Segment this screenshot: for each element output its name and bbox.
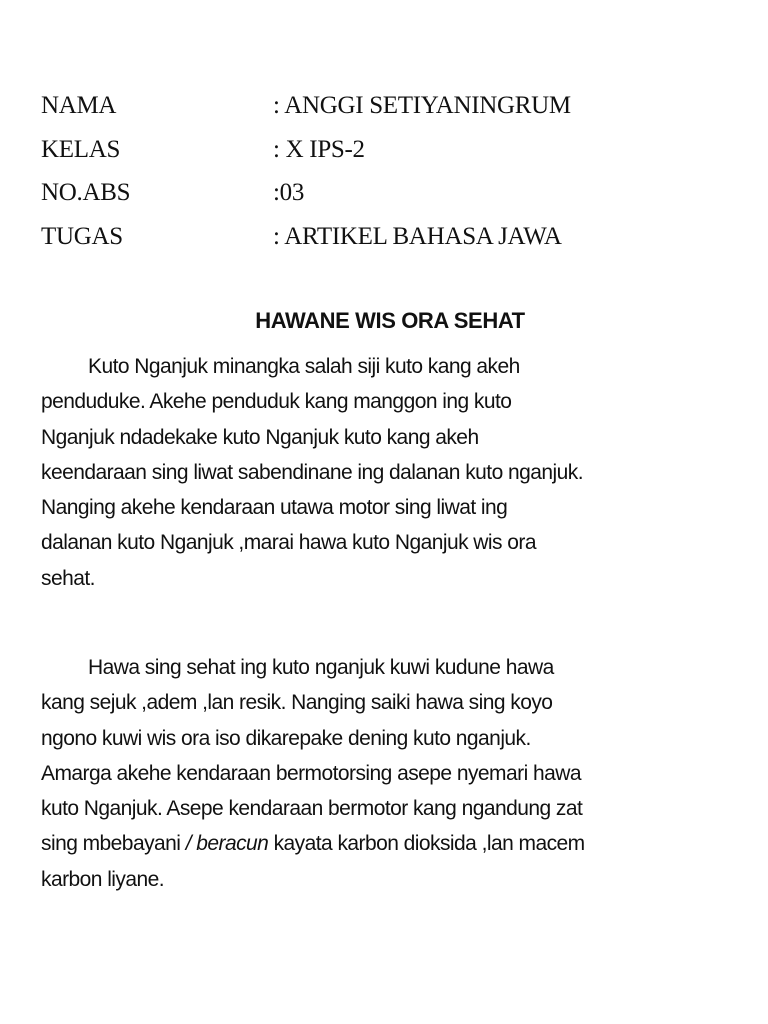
article-paragraph-1 — [41, 349, 761, 596]
text-segment: kayata karbon dioksida ,lan macem — [268, 832, 585, 856]
info-row-no-abs — [41, 171, 571, 215]
info-label: TUGAS — [41, 222, 123, 250]
text-segment: sing mbebayani — [41, 832, 186, 856]
paragraph-line: kang sejuk ,adem ,lan resik. Nanging saiki hawa sing koyo — [41, 691, 553, 715]
paragraph-line: Nanging akehe kendaraan utawa motor sing liwat ing — [41, 496, 508, 520]
info-value: : X IPS-2 — [273, 135, 365, 163]
info-row-nama — [41, 84, 571, 128]
paragraph-line: Nganjuk ndadekake kuto Nganjuk kuto kang akeh — [41, 425, 479, 449]
info-value: : ARTIKEL BAHASA JAWA — [273, 222, 562, 250]
paragraph-line: kuto Nganjuk. Asepe kendaraan bermotor kang ngandung zat — [41, 797, 583, 821]
paragraph-line: dalanan kuto Nganjuk ,marai hawa kuto Nganjuk wis ora — [41, 531, 536, 555]
info-row-tugas — [41, 215, 571, 259]
paragraph-line: ngono kuwi wis ora iso dikarepake dening kuto nganjuk. — [41, 726, 531, 750]
paragraph-line: karbon liyane. — [41, 867, 165, 891]
info-label: NAMA — [41, 92, 117, 119]
info-value: : ANGGI SETIYANINGRUM — [273, 92, 571, 119]
paragraph-line-mixed — [41, 826, 761, 861]
paragraph-line: Hawa sing sehat ing kuto nganjuk kuwi kudune hawa — [88, 656, 554, 679]
article-paragraph-2 — [41, 650, 761, 897]
student-info-header — [41, 84, 571, 258]
paragraph-line: keendaraan sing liwat sabendinane ing dalanan kuto nganjuk. — [41, 460, 583, 484]
info-label: KELAS — [41, 135, 121, 163]
paragraph-line: Kuto Nganjuk minangka salah siji kuto kang akeh — [88, 355, 520, 378]
paragraph-line: penduduke. Akehe penduduk kang manggon ing kuto — [41, 390, 512, 414]
info-label: NO.ABS — [41, 179, 131, 206]
italic-text-segment: / beracun — [185, 832, 269, 856]
info-row-kelas — [41, 128, 571, 172]
info-value: :03 — [273, 179, 305, 206]
paragraph-line: Amarga akehe kendaraan bermotorsing asepe nyemari hawa — [41, 761, 581, 785]
paragraph-line: sehat. — [41, 566, 95, 590]
article-title: HAWANE WIS ORA SEHAT — [255, 308, 525, 333]
